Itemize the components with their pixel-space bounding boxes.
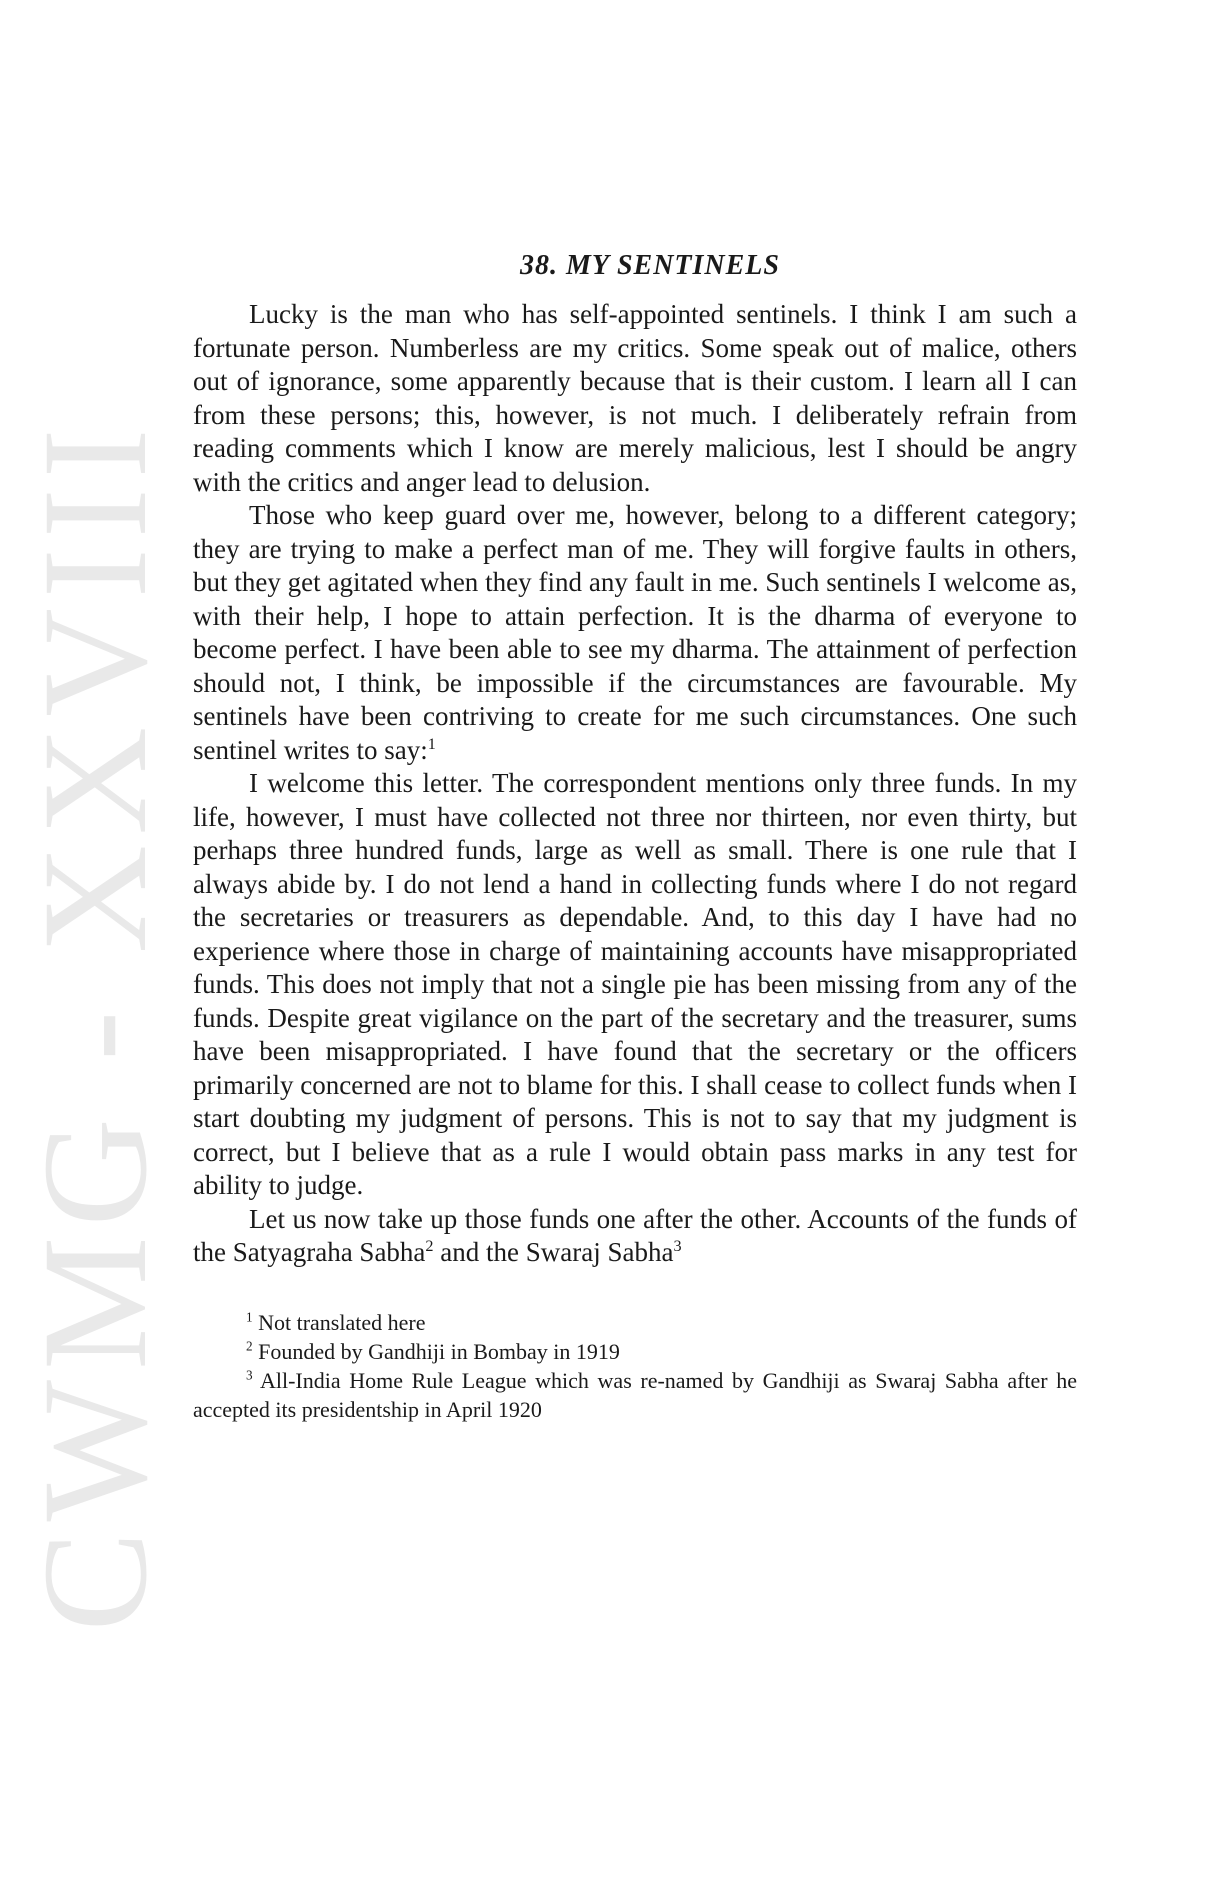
paragraph-3: [193, 767, 1077, 1203]
paragraph-2: [193, 499, 1077, 767]
footnote-3-text: All-India Home Rule League which was re-named by Gandhiji as Swaraj Sabha after he accepted its presidentship in April 1920: [193, 1367, 1077, 1422]
footnote-ref-1[interactable]: 1: [427, 734, 436, 753]
footnote-1: [193, 1308, 1077, 1337]
page-title: 38. MY SENTINELS: [519, 250, 780, 281]
paragraph-1: [193, 298, 1077, 499]
footnote-2-number: 2: [246, 1338, 253, 1354]
paragraph-1-text: Lucky is the man who has self-appointed sentinels. I think I am such a fortunate person. Numberless are my critics. Some speak out of malice, others out of ignorance, some apparently because that is their custom. I learn all I can from these persons; this, however, is not much. I deliberately refrain from reading comments which I know are merely malicious, lest I should be angry with the critics and anger lead to delusion.: [193, 299, 1077, 497]
paragraph-4-text: Let us now take up those funds one after the other. Accounts of the funds of the Satyagraha Sabha: [193, 1203, 1077, 1267]
body-text: [193, 298, 1077, 1270]
footnote-1-text: Not translated here: [252, 1309, 426, 1335]
footnote-ref-3[interactable]: 3: [673, 1237, 682, 1255]
footnote-3: [193, 1366, 1077, 1424]
paragraph-2-text: Those who keep guard over me, however, belong to a different category; they are trying to make a perfect man of me. They will forgive faults in others, but they get agitated when they find any fault in me. Such sentinels I welcome as, with their help, I hope to attain perfection. It is the dharma of everyone to become perfect. I have been able to see my dharma. The attainment of perfection should not, I think, be impossible if the circumstances are favourable. My sentinels have been contriving to create for me such circumstances. One such sentinel writes to say:: [193, 500, 1077, 765]
footnote-2: [193, 1337, 1077, 1366]
document-page: [193, 250, 1077, 1424]
footnote-3-number: 3: [246, 1367, 253, 1383]
footnote-1-number: 1: [246, 1309, 253, 1325]
paragraph-4: [193, 1203, 1077, 1270]
footnote-2-text: Founded by Gandhiji in Bombay in 1919: [252, 1338, 620, 1364]
watermark-text: CWMG - XXVIII: [12, 418, 178, 1632]
footnote-ref-2[interactable]: 2: [425, 1237, 434, 1255]
footnotes: [193, 1308, 1077, 1424]
paragraph-4-text-cont: and the Swaraj Sabha: [433, 1237, 674, 1267]
paragraph-3-text: I welcome this letter. The correspondent mentions only three funds. In my life, however, I must have collected not three nor thirteen, nor even thirty, but perhaps three hundred funds, large as well as small. There is one rule that I always abide by. I do not lend a hand in collecting funds where I do not regard the secretaries or treasurers as dependable. And, to this day I have had no experience where those in charge of maintaining accounts have misappropriated funds. This does not imply that not a single pie has been missing from any of the funds. Despite great vigilance on the part of the secretary and the treasurer, sums have been misappropriated. I have found that the secretary or the officers primarily concerned are not to blame for this. I shall cease to collect funds when I start doubting my judgment of persons. This is not to say that my judgment is correct, but I believe that as a rule I would obtain pass marks in any test for ability to judge.: [193, 768, 1077, 1200]
